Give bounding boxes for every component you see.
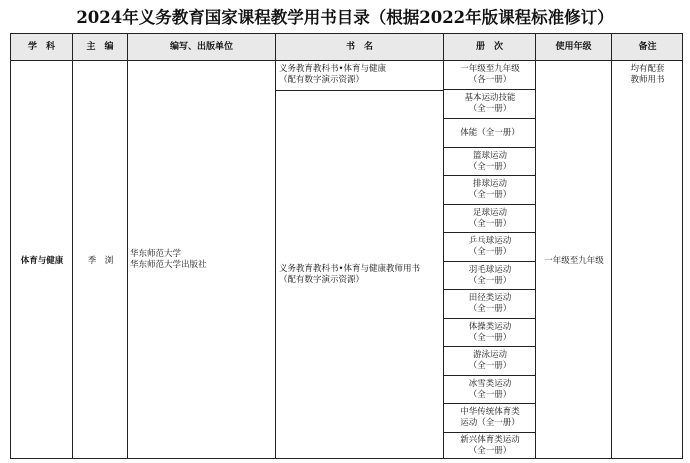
note-line: 均有配套 xyxy=(630,64,665,74)
volume-title: 羽毛球运动 xyxy=(468,264,512,275)
header-grade: 使用年级 xyxy=(536,34,612,60)
volume-cell xyxy=(444,119,536,148)
volume-count: （全一册） xyxy=(468,218,512,229)
volume-cell xyxy=(444,319,536,347)
volume-count: （全一册） xyxy=(468,361,512,371)
volume-title: 乒乓球运动 xyxy=(468,236,512,246)
volume-cell xyxy=(444,290,536,319)
volume-cell xyxy=(444,233,536,262)
book-title: 义务教育教科书•体育与健康教师用书 xyxy=(279,263,421,274)
volume-cell xyxy=(444,61,536,90)
volume-title: 足球运动 xyxy=(472,207,507,218)
book-cell-student xyxy=(276,61,444,90)
header-note: 备注 xyxy=(638,42,657,52)
header-volume: 册 次 xyxy=(444,34,536,60)
volume-count: （全一册） xyxy=(468,332,512,343)
volume-count: （全一册） xyxy=(468,275,512,286)
volume-count: （全一册） xyxy=(468,104,512,114)
volume-title: 冰雪类运动 xyxy=(468,378,512,389)
volume-cell xyxy=(444,205,536,233)
volume-title: 一年级至九年级 xyxy=(460,64,520,74)
table-header-row xyxy=(11,34,682,61)
editor-cell: 季 浏 xyxy=(87,255,114,266)
book-title: 义务教育教科书•体育与健康 xyxy=(279,64,387,74)
volume-cell xyxy=(444,433,536,458)
header-subject: 学 科 xyxy=(11,34,73,60)
volume-count: （全一册） xyxy=(468,389,512,400)
book-note: （配有数字演示资源） xyxy=(279,75,365,85)
volume-count: （全一册） xyxy=(468,190,512,200)
volume-count: 运动（全一册） xyxy=(460,418,520,428)
header-publisher: 编写、出版单位 xyxy=(128,34,276,60)
page-title: 2024年义务教育国家课程教学用书目录（根据2022年版课程标准修订） xyxy=(76,8,614,27)
volume-title: 排球运动 xyxy=(472,179,507,189)
volume-count: （全一册） xyxy=(468,304,512,314)
volume-count: （全一册） xyxy=(468,247,512,257)
subject-cell: 体育与健康 xyxy=(20,255,64,266)
volume-count: （全一册） xyxy=(468,161,512,172)
publisher-line: 华东师范大学 xyxy=(130,248,182,259)
publisher-cell xyxy=(128,61,276,458)
volume-cell xyxy=(444,404,536,433)
volume-cell xyxy=(444,148,536,176)
grade-cell: 一年级至九年级 xyxy=(544,255,604,266)
volume-cell xyxy=(444,90,536,119)
note-cell xyxy=(612,61,683,90)
volume-title: 基本运动技能 xyxy=(464,93,516,103)
catalog-table xyxy=(10,33,683,459)
volume-title: 新兴体育类运动 xyxy=(460,434,520,445)
header-editor: 主 编 xyxy=(73,34,128,60)
volume-count: （全一册） xyxy=(468,445,512,456)
publisher-line: 华东师范大学出版社 xyxy=(130,259,207,270)
volume-cell xyxy=(444,376,536,404)
book-cell-teacher xyxy=(276,91,444,458)
volume-count: （各一册） xyxy=(468,75,512,85)
volume-title: 篮球运动 xyxy=(472,150,507,161)
header-book: 书 名 xyxy=(276,34,444,60)
volume-cell xyxy=(444,347,536,376)
book-note: （配有数字演示资源） xyxy=(279,274,365,285)
note-line: 教师用书 xyxy=(630,75,665,85)
volume-title: 体能（全一册） xyxy=(460,127,520,138)
volume-title: 田径类运动 xyxy=(468,293,512,303)
volume-title: 中华传统体育类 xyxy=(460,407,520,417)
volume-title: 体操类运动 xyxy=(468,321,512,332)
volume-title: 游泳运动 xyxy=(472,350,507,360)
volume-cell xyxy=(444,262,536,290)
volume-cell xyxy=(444,176,536,205)
